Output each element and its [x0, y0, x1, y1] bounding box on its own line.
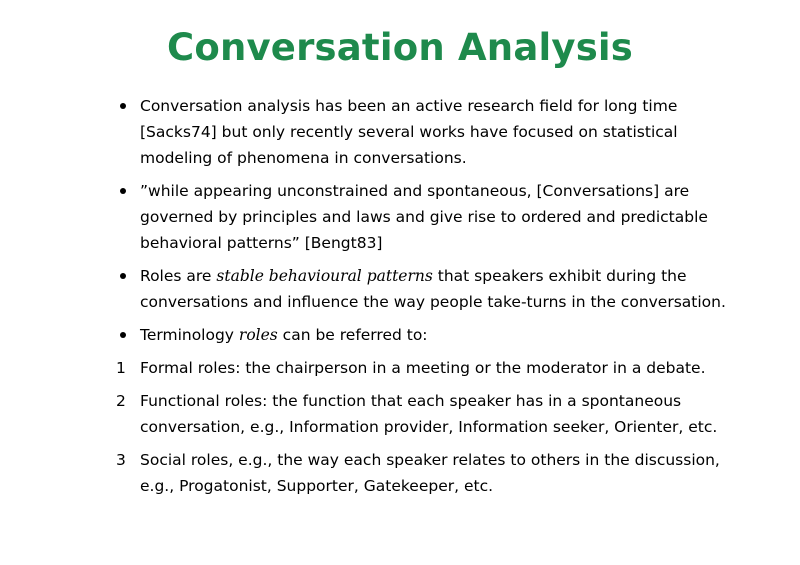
slide-content [106, 93, 746, 506]
bullet-text-post: that speakers exhibit during the conversations and influence the way people take-turns in the conversation. [140, 267, 726, 311]
bullet-dot-icon [120, 188, 126, 194]
bullet-text-pre: Terminology [140, 326, 239, 344]
bullet-dot-icon [120, 332, 126, 338]
bullet-emphasis: stable behavioural patterns [216, 267, 433, 285]
bullet-text-pre: Roles are [140, 267, 217, 285]
bullet-dot-icon [120, 273, 126, 279]
numbered-item [106, 355, 746, 381]
item-number: 3 [116, 451, 126, 469]
bullet-dot-icon [120, 103, 126, 109]
bullet-text: Conversation analysis has been an active research field for long time [Sacks74] but only recently several works have focused on statistical modeling of phenomena in conversations. [140, 97, 678, 167]
bullet-item [106, 322, 746, 348]
bullet-item [106, 178, 746, 256]
bullet-text: ”while appearing unconstrained and spontaneous, [Conversations] are governed by principles and laws and give rise to ordered and predictable behavioral patterns” [Bengt83] [140, 182, 708, 252]
item-number: 2 [116, 392, 126, 410]
numbered-text: Social roles, e.g., the way each speaker relates to others in the discussion, e.g., Progatonist, Supporter, Gatekeeper, etc. [140, 451, 720, 495]
bullet-text-post: can be referred to: [277, 326, 428, 344]
numbered-item [106, 388, 746, 440]
numbered-text: Formal roles: the chairperson in a meeting or the moderator in a debate. [140, 359, 706, 377]
numbered-text: Functional roles: the function that each speaker has in a spontaneous conversation, e.g., Information provider, Information seeker, Orienter, etc. [140, 392, 718, 436]
bullet-item [106, 93, 746, 171]
bullet-item [106, 263, 746, 315]
bullet-emphasis: roles [238, 326, 278, 344]
slide-title: Conversation Analysis [166, 26, 634, 69]
item-number: 1 [116, 359, 126, 377]
numbered-item [106, 447, 746, 499]
